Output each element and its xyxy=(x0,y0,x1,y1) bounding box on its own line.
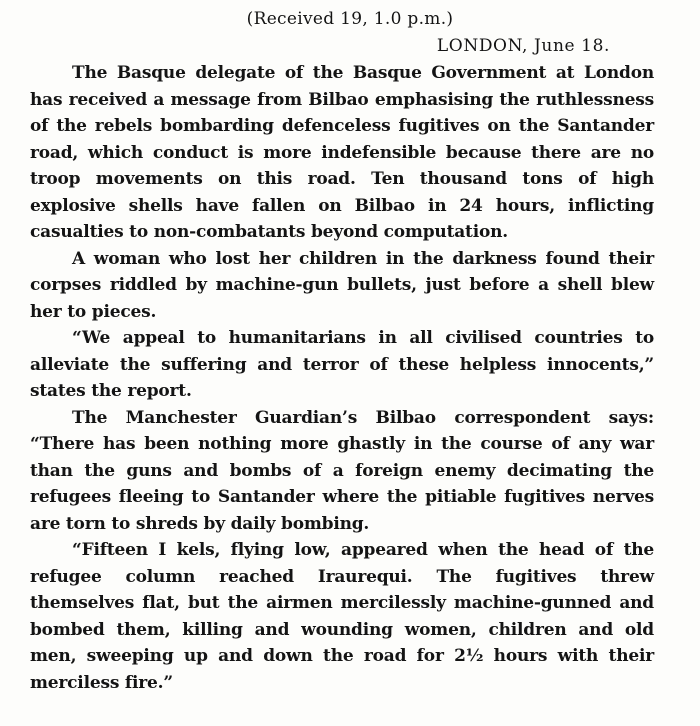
paragraph-delegate-message: The Basque delegate of the Basque Government at London has received a message from Bilbao emphasising the ruthlessness of the rebels bombarding defenceless fugitives on the Santander road, which conduct is more indefensible because there are no troop movements on this road. Ten thousand tons of high explosive shells have fallen on Bilbao in 24 hours, inflicting casualties to non-combatants beyond computation. xyxy=(30,63,654,242)
paragraph-correspondent: The Manchester Guardian’s Bilbao correspondent says: “There has been nothing more ghastly in the course of any war than the guns and bombs of a foreign enemy decimating the refugees fleeing to Santander where the pitiable fugitives nerves are torn to shreds by daily bombing. xyxy=(30,407,654,534)
paragraph-fifteen-planes: “Fifteen I kels, flying low, appeared when the head of the refugee column reached Iraurequi. The fugitives threw themselves flat, but the airmen mercilessly machine-gunned and bombed them, killing and wounding women, children and old men, sweeping up and down the road for 2½ hours with their merciless fire.” xyxy=(30,540,654,693)
paragraph-woman-children: A woman who lost her children in the darkness found their corpses riddled by machine-gun bullets, just before a shell blew her to pieces. xyxy=(30,248,654,322)
received-line: (Received 19, 1.0 p.m.) xyxy=(246,9,454,29)
paragraph-appeal: “We appeal to humanitarians in all civilised countries to alleviate the suffering and terror of these helpless innocents,” states the report. xyxy=(30,328,654,401)
dateline: LONDON, June 18. xyxy=(436,36,610,56)
article-body xyxy=(30,60,654,696)
